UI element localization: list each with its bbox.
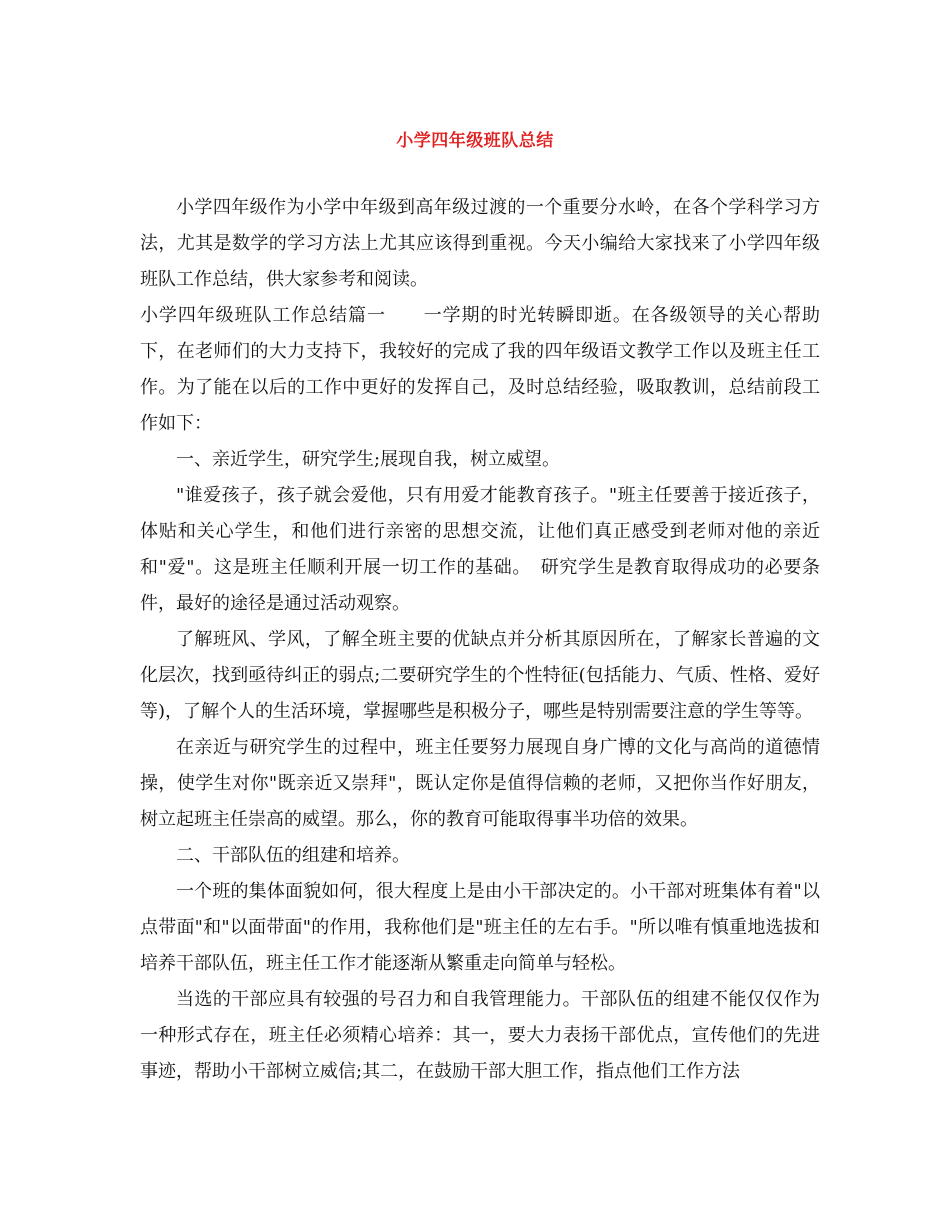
- section-heading: 二、干部队伍的组建和培养。: [176, 845, 410, 866]
- section-heading: 一、亲近学生，研究学生;展现自我，树立威望。: [176, 449, 561, 470]
- paragraph: 当选的干部应具有较强的号召力和自我管理能力。干部队伍的组建不能仅仅作为一种形式存在，班主任必须精心培养：其一，要大力表扬干部优点，宣传他们的先进事迹，帮助小干部树立威信;其二，在鼓励干部大胆工作，指点他们工作方法: [140, 989, 820, 1082]
- paragraph: 一个班的集体面貌如何，很大程度上是由小干部决定的。小干部对班集体有着"以点带面"和"以面带面"的作用，我称他们是"班主任的左右手。"所以唯有慎重地选拔和培养干部队伍，班主任工作才能逐渐从繁重走向简单与轻松。: [140, 881, 820, 974]
- paragraph: 小学四年级作为小学中年级到高年级过渡的一个重要分水岭，在各个学科学习方法，尤其是数学的学习方法上尤其应该得到重视。今天小编给大家找来了小学四年级班队工作总结，供大家参考和阅读。: [140, 197, 820, 290]
- document-body: [140, 190, 820, 1090]
- document-title: 小学四年级班队总结: [396, 131, 554, 151]
- paragraph: "谁爱孩子，孩子就会爱他，只有用爱才能教育孩子。"班主任要善于接近孩子，体贴和关心学生，和他们进行亲密的思想交流，让他们真正感受到老师对他的亲近和"爱"。这是班主任顺利开展一切工作的基础。 研究学生是教育取得成功的必要条件，最好的途径是通过活动观察。: [140, 485, 820, 614]
- paragraph: 小学四年级班队工作总结篇一 一学期的时光转瞬即逝。在各级领导的关心帮助下，在老师们的大力支持下，我较好的完成了我的四年级语文教学工作以及班主任工作。为了能在以后的工作中更好的发挥自己，及时总结经验，吸取教训，总结前段工作如下：: [140, 305, 820, 434]
- paragraph: 了解班风、学风，了解全班主要的优缺点并分析其原因所在，了解家长普遍的文化层次，找到亟待纠正的弱点;二要研究学生的个性特征(包括能力、气质、性格、爱好等)，了解个人的生活环境，掌握哪些是积极分子，哪些是特别需要注意的学生等等。: [140, 629, 820, 722]
- paragraph: 在亲近与研究学生的过程中，班主任要努力展现自身广博的文化与高尚的道德情操，使学生对你"既亲近又崇拜"，既认定你是值得信赖的老师，又把你当作好朋友，树立起班主任崇高的威望。那么，你的教育可能取得事半功倍的效果。: [140, 737, 820, 830]
